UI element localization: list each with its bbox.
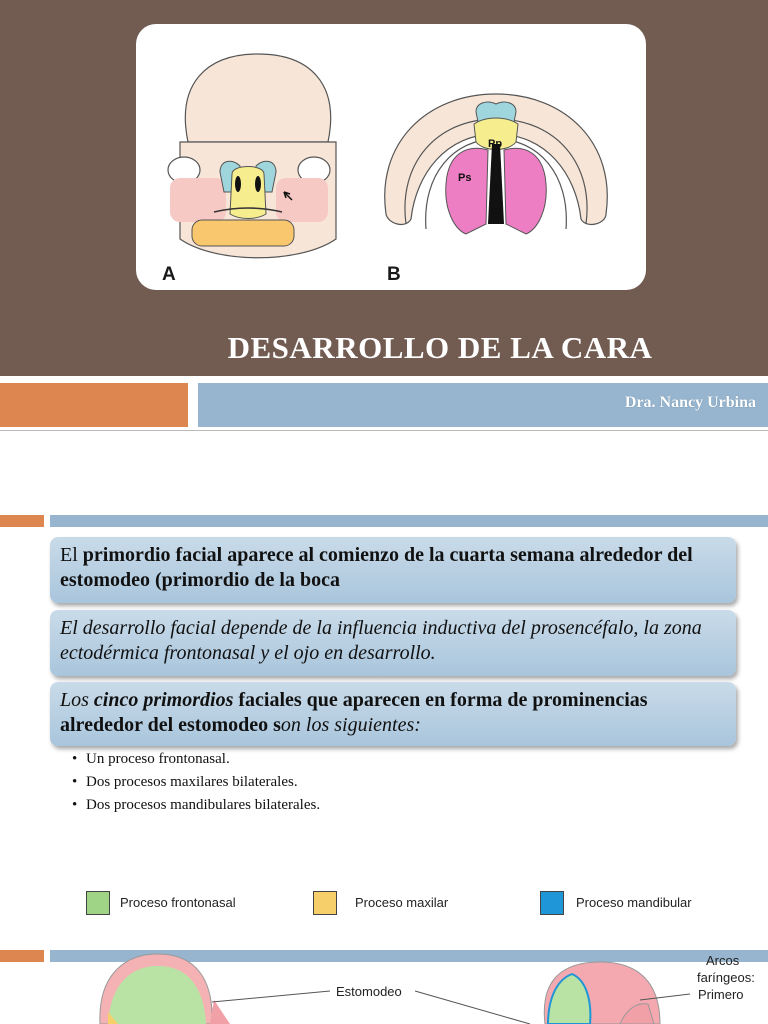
slide-divider — [0, 430, 768, 431]
legend-swatch-mandibular — [540, 891, 564, 915]
box3-text-bold-italic: cinco primordios — [93, 689, 234, 711]
legend-label-maxilar: Proceso maxilar — [355, 895, 449, 910]
label-faringeos: faríngeos: — [697, 970, 755, 985]
legend-label-mandibular: Proceso mandibular — [576, 895, 692, 910]
bullet-icon: • — [72, 751, 78, 767]
box3-text-italic-1: Los — [60, 689, 94, 711]
box1-text-regular: El — [60, 544, 83, 566]
bullet-icon: • — [72, 774, 78, 790]
label-pp: Pp — [488, 138, 503, 150]
box2-text: El desarrollo facial depende de la influencia inductiva del prosencéfalo, la zona ectodérmica frontonasal y el ojo en desarrollo. — [60, 617, 702, 664]
slide-title: DESARROLLO DE LA CARA — [227, 330, 653, 365]
content-box-cinco-primordios — [50, 682, 736, 746]
list-item: • Dos procesos mandibulares bilaterales. — [72, 794, 320, 817]
label-primero: Primero — [698, 987, 744, 1002]
panel-a-letter: A — [162, 264, 176, 285]
primordios-list — [72, 748, 320, 817]
box3-text-bold: faciales que aparecen en forma de prominencias alrededor del estomodeo s — [60, 689, 648, 736]
box1-text-bold: primordio facial aparece al comienzo de la cuarta semana alrededor del estomodeo (primordio de la boca — [60, 544, 693, 591]
embryo-heads-illustration — [0, 940, 768, 1024]
panel-b-drawing — [385, 94, 608, 234]
embryo-face-figure — [136, 24, 646, 290]
title-slide — [0, 0, 768, 432]
bullet-icon: • — [72, 797, 78, 813]
panel-b-letter: B — [387, 264, 401, 285]
slide2-accent-blue — [50, 515, 768, 527]
legend-label-frontonasal: Proceso frontonasal — [120, 895, 236, 910]
accent-bar-orange — [0, 383, 188, 427]
list-item: • Un proceso frontonasal. — [72, 748, 320, 771]
legend-swatch-frontonasal — [86, 891, 110, 915]
content-box-primordio — [50, 537, 736, 603]
legend-swatch-maxilar — [313, 891, 337, 915]
panel-a-drawing — [168, 54, 336, 258]
author-name: Dra. Nancy Urbina — [624, 394, 756, 411]
slide2-accent-orange — [0, 515, 44, 527]
label-estomodeo: Estomodeo — [336, 984, 402, 999]
embryo-face-illustration — [136, 24, 646, 290]
label-ps: Ps — [458, 172, 472, 184]
list-item: • Dos procesos maxilares bilaterales. — [72, 771, 320, 794]
label-arcos: Arcos — [706, 953, 740, 968]
box3-text-italic-2: on los siguientes: — [280, 714, 421, 736]
content-box-desarrollo — [50, 610, 736, 676]
